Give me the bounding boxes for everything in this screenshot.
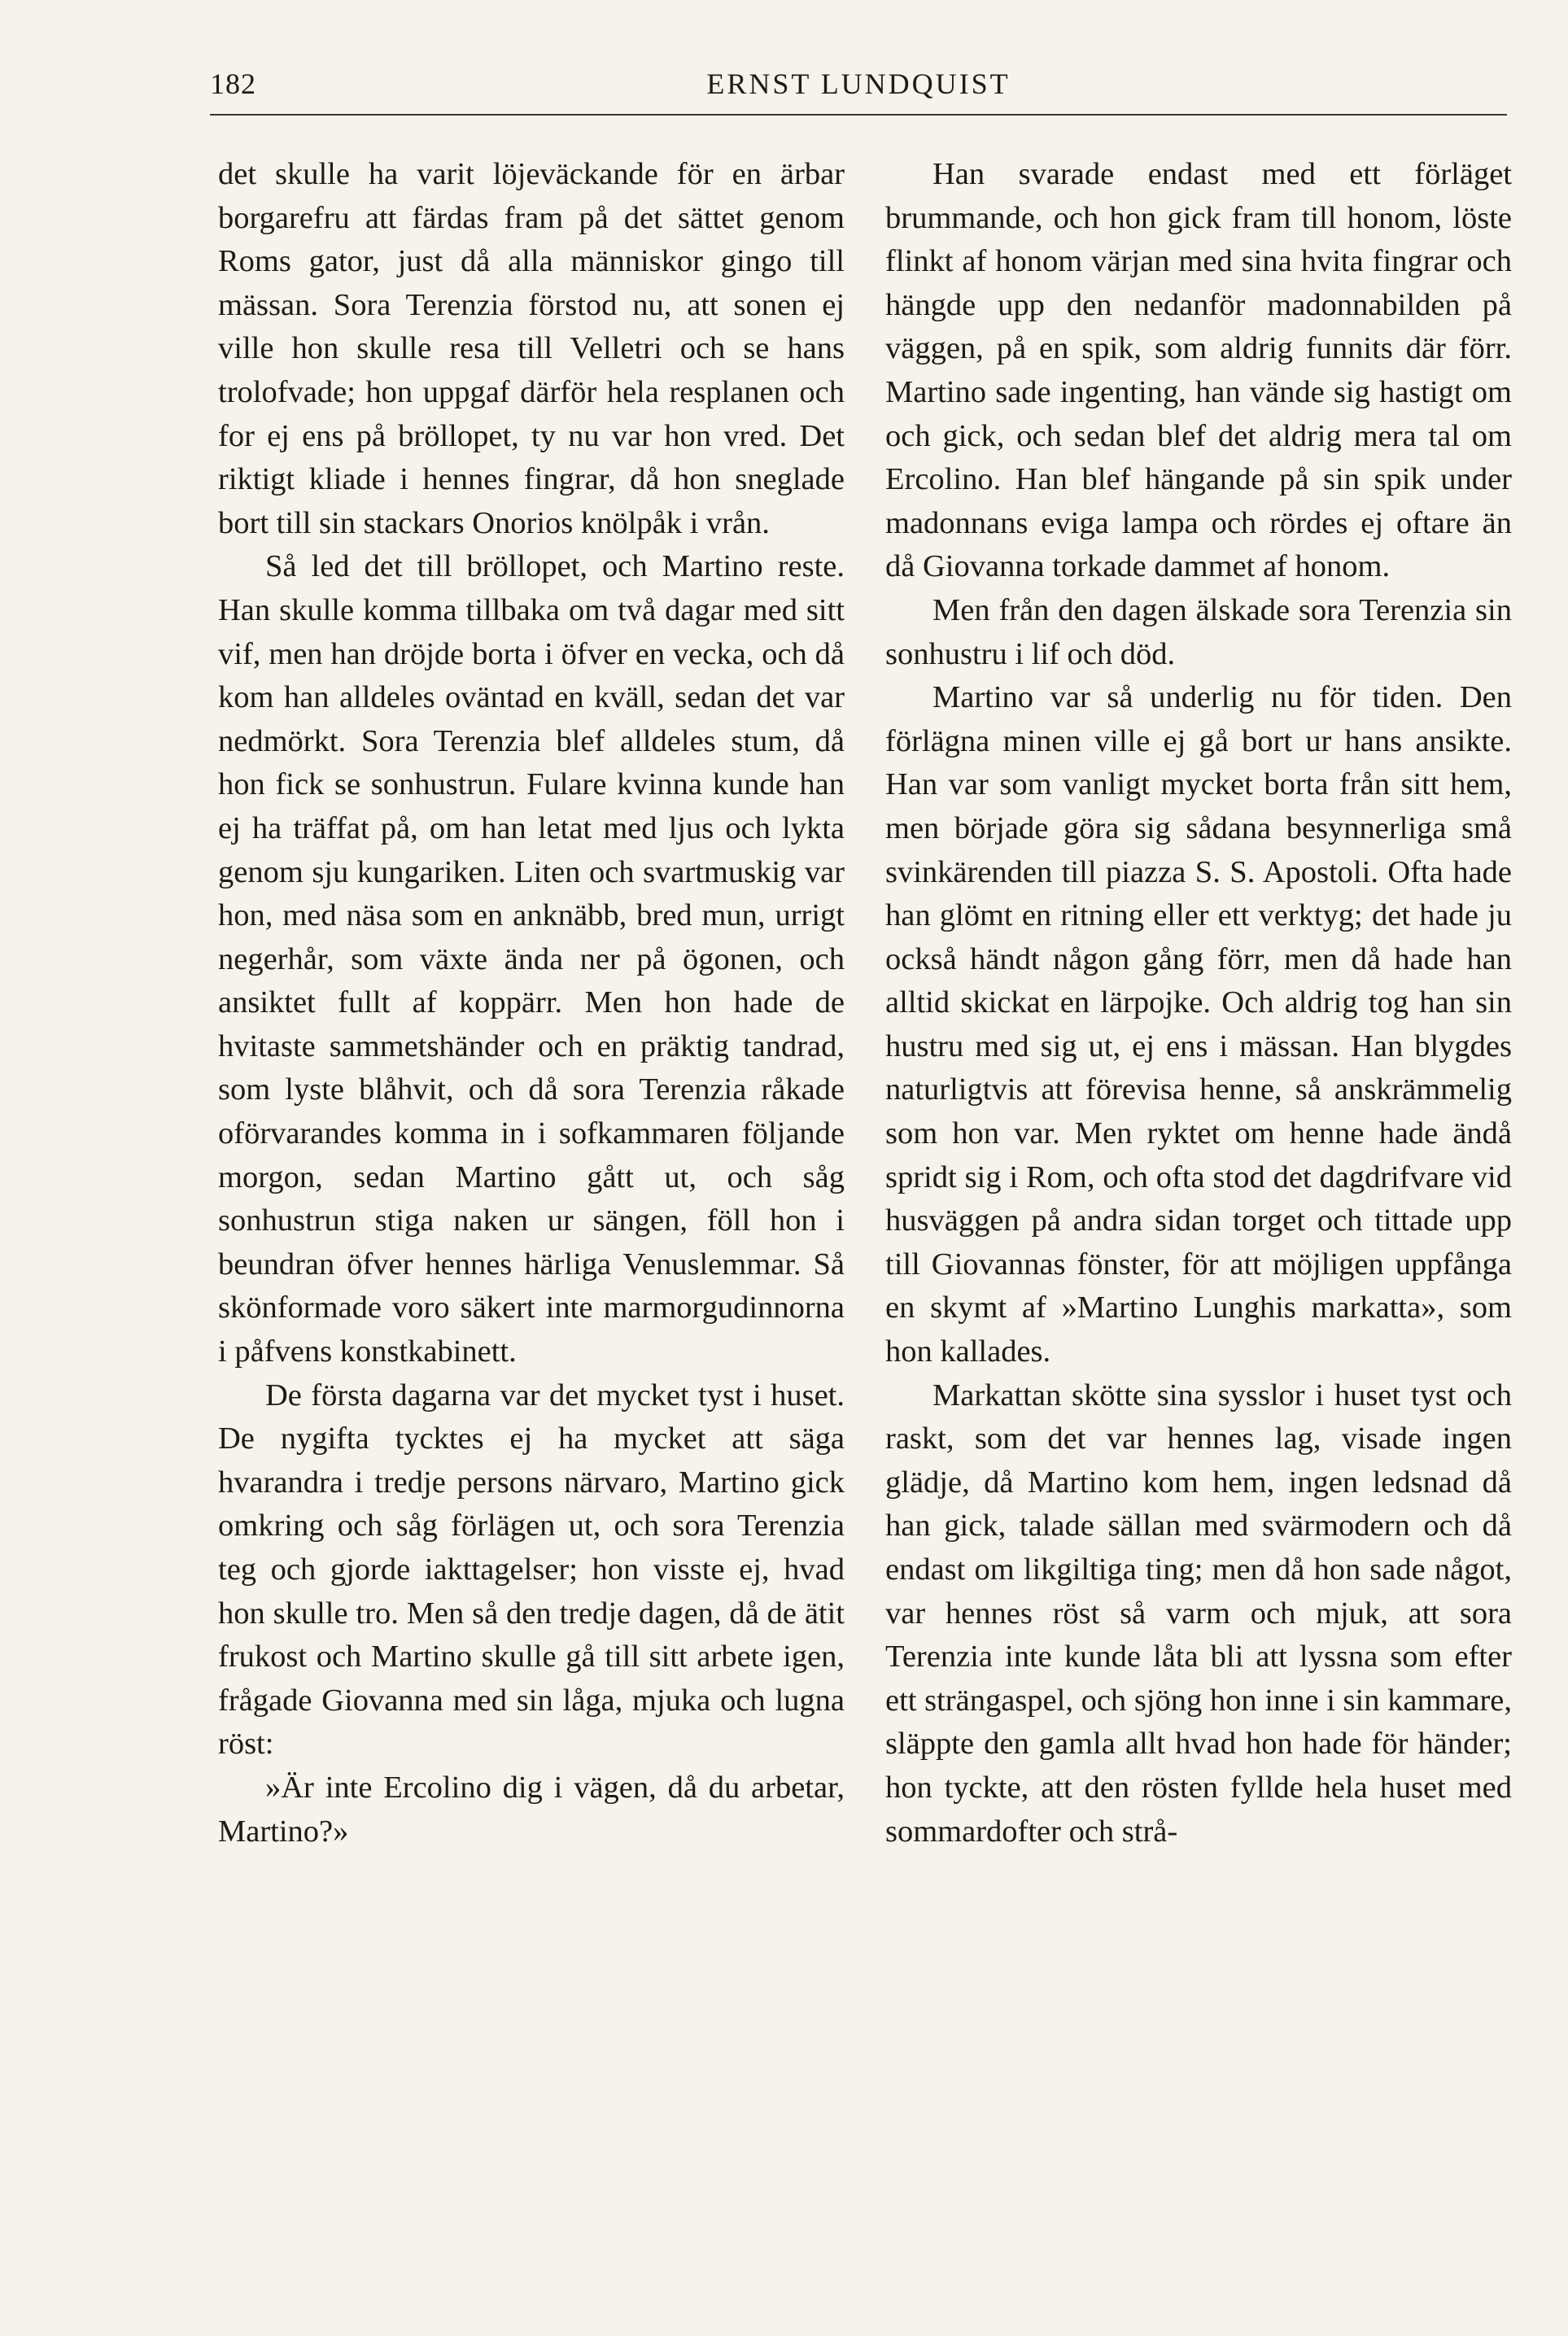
paragraph: Han svarade endast med ett förläget brummande, och hon gick fram till honom, löste flinkt af honom värjan med sina hvita fingrar och hängde upp den nedanför madonnabilden på väggen, på en spik, som aldrig funnits där förr. Martino sade ingenting, han vände sig hastigt om och gick, och sedan blef det aldrig mera tal om Ercolino. Han blef hängande på sin spik under madonnans eviga lampa och rördes ej oftare än då Giovanna torkade dammet af honom. [885, 157, 1512, 584]
paragraph: det skulle ha varit löjeväckande för en ärbar borgarefru att färdas fram på det sättet genom Roms gator, just då alla människor gingo till mässan. Sora Terenzia förstod nu, att sonen ej ville hon skulle resa till Velletri och se hans trolofvade; hon uppgaf därför hela resplanen och for ej ens på bröllopet, ty nu var hon vred. Det riktigt kliade i hennes fingrar, då hon sneglade bort till sin stackars Onorios knölpåk i vrån. [218, 157, 845, 540]
page-number: 182 [210, 68, 256, 100]
page-header [210, 63, 1507, 112]
paragraph: Så led det till bröllopet, och Martino reste. Han skulle komma tillbaka om två dagar med sitt vif, men han dröjde borta i öfver en vecka, och då kom han alldeles oväntad en kväll, sedan det var nedmörkt. Sora Terenzia blef alldeles stum, då hon fick se sonhustrun. Fulare kvinna kunde han ej ha träffat på, om han letat med ljus och lykta genom sju kungariken. Liten och svartmuskig var hon, med näsa som en anknäbb, bred mun, urrigt negerhår, som växte ända ner på ögonen, och ansiktet fullt af koppärr. Men hon hade de hvitaste sammetshänder och en präktig tandrad, som lyste blåhvit, och då sora Terenzia råkade oförvarandes komma in i sofkammaren följande morgon, sedan Martino gått ut, och såg sonhustrun stiga naken ur sängen, föll hon i beundran öfver hennes härliga Venuslemmar. Så skönformade voro säkert inte marmorgudinnorna i påfvens konstkabinett. [218, 549, 845, 1369]
paragraph: Men från den dagen älskade sora Terenzia sin sonhustru i lif och död. [885, 592, 1512, 671]
paragraph: Markattan skötte sina sysslor i huset tyst och raskt, som det var hennes lag, visade ingen glädje, då Martino kom hem, ingen ledsnad då han gick, talade sällan med svärmodern och då endast om likgiltiga ting; men då hon sade något, var hennes röst så varm och mjuk, att sora Terenzia inte kunde låta bli att lyssna som efter ett strängaspel, och sjöng hon inne i sin kammare, släppte den gamla allt hvad hon hade för händer; hon tyckte, att den rösten fyllde hela huset med sommardofter och strå- [885, 1378, 1512, 1849]
paragraph: Martino var så underlig nu för tiden. Den förlägna minen ville ej gå bort ur hans ansikte. Han var som vanligt mycket borta från sitt hem, men började göra sig sådana besynnerliga små svinkärenden till piazza S. S. Apostoli. Ofta hade han glömt en ritning eller ett verktyg; det hade ju också händt någon gång förr, men då hade han alltid skickat en lärpojke. Och aldrig tog han sin hustru med sig ut, ej ens i mässan. Han blygdes naturligtvis att förevisa henne, så anskrämmelig som hon var. Men ryktet om henne hade ändå spridt sig i Rom, och ofta stod det dagdrifvare vid husväggen på andra sidan torget och tittade upp till Giovannas fönster, för att möjligen uppfånga en skymt af »Martino Lunghis markatta», som hon kallades. [885, 680, 1512, 1369]
paragraph: De första dagarna var det mycket tyst i huset. De nygifta tycktes ej ha mycket att säga hvarandra i tredje persons närvaro, Martino gick omkring och såg förlägen ut, och sora Terenzia teg och gjorde iakttagelser; hon visste ej, hvad hon skulle tro. Men så den tredje dagen, då de ätit frukost och Martino skulle gå till sitt arbete igen, frågade Giovanna med sin låga, mjuka och lugna röst: [218, 1378, 845, 1762]
left-column [218, 153, 845, 1854]
header-rule [210, 114, 1507, 116]
right-column [885, 153, 1512, 1854]
paragraph: »Är inte Ercolino dig i vägen, då du arbetar, Martino?» [218, 1770, 845, 1849]
running-title: ERNST LUNDQUIST [706, 68, 1011, 100]
